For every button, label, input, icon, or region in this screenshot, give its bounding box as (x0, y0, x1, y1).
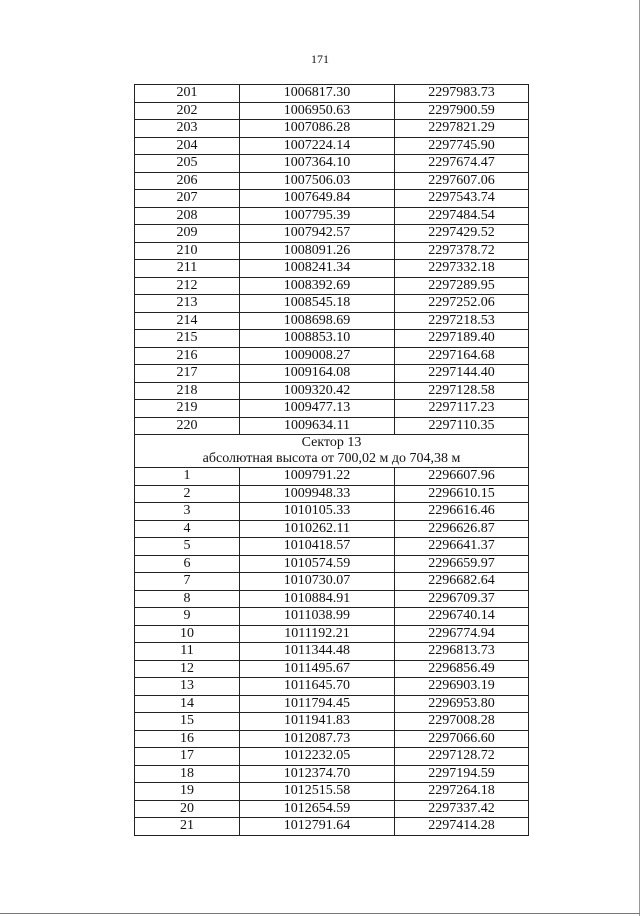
point-number-cell: 201 (135, 85, 240, 103)
x-coordinate-cell: 1011038.99 (240, 608, 395, 626)
x-coordinate-cell: 1006817.30 (240, 85, 395, 103)
y-coordinate-cell: 2296626.87 (395, 520, 529, 538)
point-number-cell: 19 (135, 783, 240, 801)
point-number-cell: 214 (135, 312, 240, 330)
table-row (135, 818, 529, 836)
sector-title: Сектор 13 (301, 435, 362, 450)
y-coordinate-cell: 2297144.40 (395, 365, 529, 383)
y-coordinate-cell: 2297289.95 (395, 277, 529, 295)
y-coordinate-cell: 2297128.72 (395, 748, 529, 766)
table-row (135, 85, 529, 103)
point-number-cell: 204 (135, 137, 240, 155)
table-row (135, 102, 529, 120)
x-coordinate-cell: 1010418.57 (240, 538, 395, 556)
point-number-cell: 21 (135, 818, 240, 836)
x-coordinate-cell: 1009477.13 (240, 400, 395, 418)
y-coordinate-cell: 2297164.68 (395, 347, 529, 365)
sector-header-cell (135, 435, 529, 468)
x-coordinate-cell: 1012654.59 (240, 800, 395, 818)
point-number-cell: 16 (135, 730, 240, 748)
x-coordinate-cell: 1009791.22 (240, 468, 395, 486)
rows-before-group (135, 85, 529, 435)
sector-altitude: абсолютная высота от 700,02 м до 704,38 м (202, 451, 461, 466)
scan-bottom-line (0, 913, 640, 914)
x-coordinate-cell: 1011192.21 (240, 625, 395, 643)
x-coordinate-cell: 1009634.11 (240, 417, 395, 435)
y-coordinate-cell: 2297900.59 (395, 102, 529, 120)
y-coordinate-cell: 2297607.06 (395, 172, 529, 190)
table-row (135, 330, 529, 348)
table-row (135, 468, 529, 486)
y-coordinate-cell: 2296610.15 (395, 485, 529, 503)
point-number-cell: 217 (135, 365, 240, 383)
y-coordinate-cell: 2297189.40 (395, 330, 529, 348)
table-row (135, 260, 529, 278)
x-coordinate-cell: 1012087.73 (240, 730, 395, 748)
sector-header-group (135, 435, 529, 468)
x-coordinate-cell: 1012791.64 (240, 818, 395, 836)
y-coordinate-cell: 2297484.54 (395, 207, 529, 225)
y-coordinate-cell: 2296607.96 (395, 468, 529, 486)
x-coordinate-cell: 1009164.08 (240, 365, 395, 383)
point-number-cell: 8 (135, 590, 240, 608)
table-row (135, 503, 529, 521)
x-coordinate-cell: 1007942.57 (240, 225, 395, 243)
point-number-cell: 6 (135, 555, 240, 573)
table-row (135, 538, 529, 556)
y-coordinate-cell: 2297414.28 (395, 818, 529, 836)
table-row (135, 748, 529, 766)
table-row (135, 713, 529, 731)
point-number-cell: 211 (135, 260, 240, 278)
table-row (135, 800, 529, 818)
coordinates-table (134, 84, 529, 836)
table-row (135, 347, 529, 365)
y-coordinate-cell: 2297429.52 (395, 225, 529, 243)
x-coordinate-cell: 1008241.34 (240, 260, 395, 278)
y-coordinate-cell: 2297194.59 (395, 765, 529, 783)
x-coordinate-cell: 1007086.28 (240, 120, 395, 138)
point-number-cell: 13 (135, 678, 240, 696)
x-coordinate-cell: 1010574.59 (240, 555, 395, 573)
table-row (135, 573, 529, 591)
point-number-cell: 9 (135, 608, 240, 626)
y-coordinate-cell: 2296659.97 (395, 555, 529, 573)
y-coordinate-cell: 2297332.18 (395, 260, 529, 278)
point-number-cell: 17 (135, 748, 240, 766)
table-row (135, 172, 529, 190)
x-coordinate-cell: 1011794.45 (240, 695, 395, 713)
y-coordinate-cell: 2296953.80 (395, 695, 529, 713)
x-coordinate-cell: 1012374.70 (240, 765, 395, 783)
point-number-cell: 209 (135, 225, 240, 243)
y-coordinate-cell: 2297378.72 (395, 242, 529, 260)
point-number-cell: 208 (135, 207, 240, 225)
page-number: 171 (311, 52, 329, 66)
table-row (135, 417, 529, 435)
table-row (135, 625, 529, 643)
x-coordinate-cell: 1010884.91 (240, 590, 395, 608)
y-coordinate-cell: 2296641.37 (395, 538, 529, 556)
point-number-cell: 210 (135, 242, 240, 260)
point-number-cell: 213 (135, 295, 240, 313)
point-number-cell: 3 (135, 503, 240, 521)
point-number-cell: 2 (135, 485, 240, 503)
table-row (135, 608, 529, 626)
point-number-cell: 5 (135, 538, 240, 556)
table-row (135, 590, 529, 608)
x-coordinate-cell: 1010262.11 (240, 520, 395, 538)
y-coordinate-cell: 2297252.06 (395, 295, 529, 313)
y-coordinate-cell: 2297128.58 (395, 382, 529, 400)
y-coordinate-cell: 2297983.73 (395, 85, 529, 103)
x-coordinate-cell: 1008392.69 (240, 277, 395, 295)
point-number-cell: 18 (135, 765, 240, 783)
x-coordinate-cell: 1007649.84 (240, 190, 395, 208)
x-coordinate-cell: 1008091.26 (240, 242, 395, 260)
y-coordinate-cell: 2296616.46 (395, 503, 529, 521)
x-coordinate-cell: 1012232.05 (240, 748, 395, 766)
x-coordinate-cell: 1007364.10 (240, 155, 395, 173)
table-row (135, 120, 529, 138)
table-row (135, 765, 529, 783)
rows-after-group (135, 468, 529, 836)
table-row (135, 678, 529, 696)
table-row (135, 295, 529, 313)
x-coordinate-cell: 1010105.33 (240, 503, 395, 521)
y-coordinate-cell: 2296856.49 (395, 660, 529, 678)
y-coordinate-cell: 2297066.60 (395, 730, 529, 748)
point-number-cell: 4 (135, 520, 240, 538)
point-number-cell: 215 (135, 330, 240, 348)
table-row (135, 555, 529, 573)
table-row (135, 365, 529, 383)
x-coordinate-cell: 1008545.18 (240, 295, 395, 313)
y-coordinate-cell: 2296682.64 (395, 573, 529, 591)
x-coordinate-cell: 1008698.69 (240, 312, 395, 330)
y-coordinate-cell: 2297110.35 (395, 417, 529, 435)
y-coordinate-cell: 2297337.42 (395, 800, 529, 818)
y-coordinate-cell: 2297543.74 (395, 190, 529, 208)
y-coordinate-cell: 2297745.90 (395, 137, 529, 155)
x-coordinate-cell: 1011495.67 (240, 660, 395, 678)
x-coordinate-cell: 1011645.70 (240, 678, 395, 696)
x-coordinate-cell: 1007795.39 (240, 207, 395, 225)
y-coordinate-cell: 2296813.73 (395, 643, 529, 661)
y-coordinate-cell: 2296709.37 (395, 590, 529, 608)
table-row (135, 277, 529, 295)
y-coordinate-cell: 2297117.23 (395, 400, 529, 418)
table-row (135, 155, 529, 173)
point-number-cell: 219 (135, 400, 240, 418)
point-number-cell: 205 (135, 155, 240, 173)
point-number-cell: 15 (135, 713, 240, 731)
table-row (135, 485, 529, 503)
x-coordinate-cell: 1011941.83 (240, 713, 395, 731)
y-coordinate-cell: 2297008.28 (395, 713, 529, 731)
table-row (135, 695, 529, 713)
table-row (135, 643, 529, 661)
y-coordinate-cell: 2297218.53 (395, 312, 529, 330)
table-row (135, 400, 529, 418)
point-number-cell: 203 (135, 120, 240, 138)
table-row (135, 520, 529, 538)
table-row (135, 730, 529, 748)
x-coordinate-cell: 1012515.58 (240, 783, 395, 801)
point-number-cell: 218 (135, 382, 240, 400)
point-number-cell: 220 (135, 417, 240, 435)
point-number-cell: 11 (135, 643, 240, 661)
x-coordinate-cell: 1009008.27 (240, 347, 395, 365)
table-row (135, 207, 529, 225)
table-row (135, 382, 529, 400)
point-number-cell: 20 (135, 800, 240, 818)
point-number-cell: 1 (135, 468, 240, 486)
x-coordinate-cell: 1006950.63 (240, 102, 395, 120)
table-row (135, 312, 529, 330)
x-coordinate-cell: 1007506.03 (240, 172, 395, 190)
table-row (135, 783, 529, 801)
point-number-cell: 12 (135, 660, 240, 678)
point-number-cell: 14 (135, 695, 240, 713)
point-number-cell: 212 (135, 277, 240, 295)
y-coordinate-cell: 2296774.94 (395, 625, 529, 643)
table-row (135, 225, 529, 243)
point-number-cell: 216 (135, 347, 240, 365)
x-coordinate-cell: 1009320.42 (240, 382, 395, 400)
point-number-cell: 207 (135, 190, 240, 208)
x-coordinate-cell: 1008853.10 (240, 330, 395, 348)
y-coordinate-cell: 2296740.14 (395, 608, 529, 626)
table-row (135, 660, 529, 678)
point-number-cell: 206 (135, 172, 240, 190)
x-coordinate-cell: 1009948.33 (240, 485, 395, 503)
y-coordinate-cell: 2296903.19 (395, 678, 529, 696)
x-coordinate-cell: 1010730.07 (240, 573, 395, 591)
point-number-cell: 10 (135, 625, 240, 643)
y-coordinate-cell: 2297264.18 (395, 783, 529, 801)
point-number-cell: 7 (135, 573, 240, 591)
x-coordinate-cell: 1011344.48 (240, 643, 395, 661)
table-row (135, 137, 529, 155)
point-number-cell: 202 (135, 102, 240, 120)
sector-header-row (135, 435, 529, 468)
table-row (135, 242, 529, 260)
x-coordinate-cell: 1007224.14 (240, 137, 395, 155)
y-coordinate-cell: 2297821.29 (395, 120, 529, 138)
y-coordinate-cell: 2297674.47 (395, 155, 529, 173)
table-row (135, 190, 529, 208)
